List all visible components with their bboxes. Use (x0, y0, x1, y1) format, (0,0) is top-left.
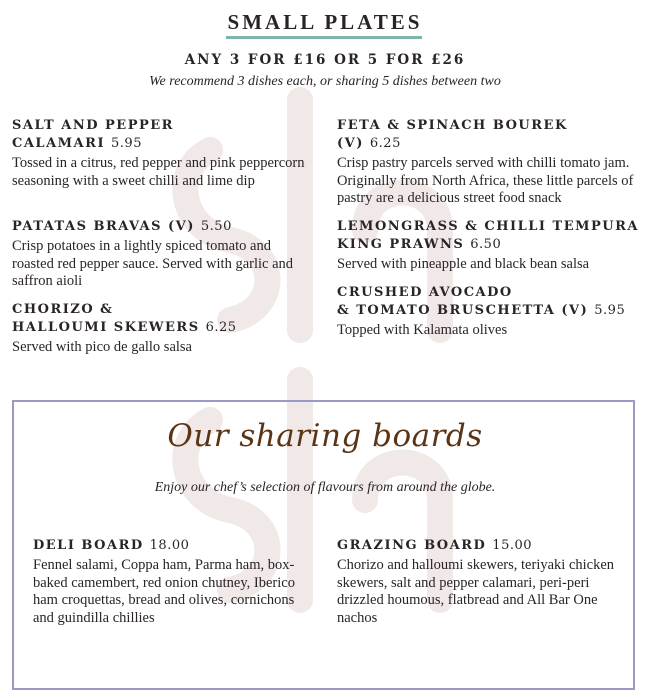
board-item (337, 537, 617, 627)
sharing-boards-subtitle: Enjoy our chef’s selection of flavours from around the globe. (154, 480, 496, 495)
board-description: Fennel salami, Coppa ham, Parma ham, box-baked camembert, red onion chutney, Iberico ham croquettas, bread and olives, cornichons and guindilla chillies (33, 557, 295, 626)
board-name: GRAZING BOARD (337, 538, 487, 553)
menu-item (12, 117, 312, 190)
sharing-boards-title: Our sharing boards (167, 418, 483, 454)
dish-name: PATATAS BRAVAS (V) (12, 219, 195, 234)
dish-description: Crisp pastry parcels served with chilli tomato jam. Originally from North Africa, these little parcels of pastry are a delicious street food snack (337, 155, 634, 206)
dish-name: FETA & SPINACH BOUREK (V) (337, 118, 568, 151)
title-underline (226, 36, 422, 39)
menu-item (12, 218, 312, 291)
dish-price: 6.25 (369, 136, 401, 151)
dish-description: Tossed in a citrus, red pepper and pink peppercorn seasoning with a sweet chilli and lime dip (12, 155, 305, 189)
dish-price: 5.50 (200, 219, 232, 234)
dish-price: 6.50 (470, 237, 502, 252)
dish-description: Served with pineapple and black bean salsa (337, 256, 590, 272)
board-price: 15.00 (492, 538, 533, 553)
board-item (33, 537, 313, 627)
board-description: Chorizo and halloumi skewers, teriyaki chicken skewers, salt and pepper calamari, peri-peri drizzled houmous, flatbread and All Bar One nachos (337, 557, 615, 626)
board-name: DELI BOARD (33, 538, 144, 553)
board-price: 18.00 (149, 538, 190, 553)
dish-name: CRUSHED AVOCADO & TOMATO BRUSCHETTA (V) (337, 285, 589, 318)
dish-price: 5.95 (594, 303, 626, 318)
dish-price: 6.25 (205, 320, 237, 335)
dish-name: CHORIZO & HALLOUMI SKEWERS (12, 302, 200, 335)
small-plates-title: SMALL PLATES (227, 10, 423, 34)
dish-description: Topped with Kalamata olives (337, 322, 508, 338)
menu-item (337, 218, 642, 274)
dish-price: 5.95 (111, 136, 142, 151)
menu-item (337, 284, 642, 340)
dish-name: SALT AND PEPPER CALAMARI (12, 118, 174, 151)
dish-name: LEMONGRASS & CHILLI TEMPURA KING PRAWNS (337, 219, 639, 252)
offer-line: ANY 3 FOR £16 OR 5 FOR £26 (184, 52, 466, 68)
menu-item (12, 301, 312, 357)
dish-description: Served with pico de gallo salsa (12, 339, 192, 355)
dish-description: Crisp potatoes in a lightly spiced tomato and roasted red pepper sauce. Served with garlic and saffron aioli (12, 238, 294, 289)
menu-item (337, 117, 637, 208)
recommendation-note: We recommend 3 dishes each, or sharing 5 dishes between two (149, 74, 501, 89)
